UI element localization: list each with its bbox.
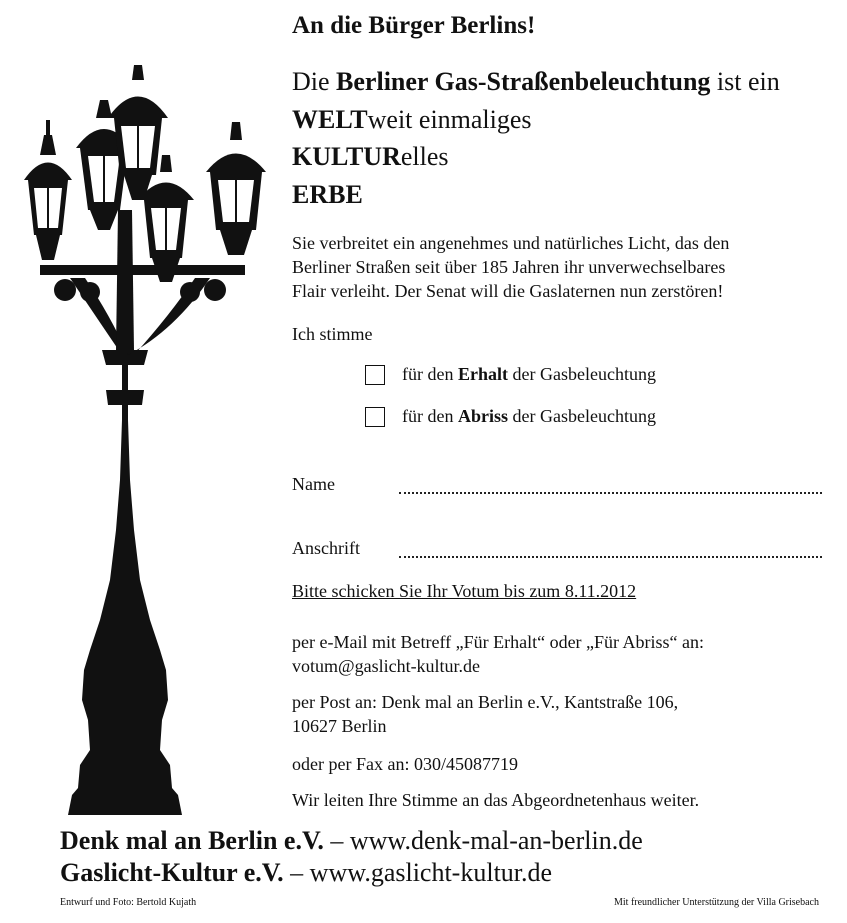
org-name: Gaslicht-Kultur e.V. xyxy=(60,858,284,887)
vote-prompt: Ich stimme xyxy=(292,324,373,344)
claim-line-1 xyxy=(292,66,780,97)
option-text: für den xyxy=(402,406,454,426)
post-line: per Post an: Denk mal an Berlin e.V., Kantstraße 106, xyxy=(292,692,679,712)
org-url[interactable]: – www.denk-mal-an-berlin.de xyxy=(323,826,643,855)
address-field[interactable] xyxy=(399,554,822,558)
claim-text: ist ein xyxy=(710,67,780,96)
claim-text: weit einmaliges xyxy=(367,105,532,134)
intro-paragraph xyxy=(292,231,729,303)
claim-line-4 xyxy=(292,179,363,210)
option-text: der Gasbeleuchtung xyxy=(512,364,656,384)
vote-option-erhalt[interactable] xyxy=(365,364,656,385)
claim-line-3 xyxy=(292,141,449,172)
vote-option-abriss[interactable] xyxy=(365,406,656,427)
option-text: der Gasbeleuchtung xyxy=(512,406,656,426)
claim-line-2 xyxy=(292,104,532,135)
deadline-note: Bitte schicken Sie Ihr Votum bis zum 8.11.2012 xyxy=(292,581,637,601)
address-label: Anschrift xyxy=(292,538,360,558)
post-instructions xyxy=(292,690,678,738)
option-bold-text: Abriss xyxy=(457,406,508,426)
checkbox-erhalt[interactable] xyxy=(365,365,385,385)
name-field[interactable] xyxy=(399,490,822,494)
credit-left: Entwurf und Foto: Bertold Kujath xyxy=(60,897,197,908)
name-label: Name xyxy=(292,474,335,494)
intro-line: Sie verbreitet ein angenehmes und natürliches Licht, das den xyxy=(292,233,730,253)
fax-instructions: oder per Fax an: 030/45087719 xyxy=(292,754,518,774)
footer-org-2 xyxy=(60,858,552,888)
claim-text: elles xyxy=(400,142,449,171)
claim-bold-text: Berliner Gas-Straßenbeleuchtung xyxy=(336,67,711,96)
intro-line: Berliner Straßen seit über 185 Jahren ihr unverwechselbares xyxy=(292,257,726,277)
footer-org-1 xyxy=(60,826,643,856)
org-url[interactable]: – www.gaslicht-kultur.de xyxy=(283,858,553,887)
gas-lamp-silhouette xyxy=(10,60,275,815)
email-instructions xyxy=(292,630,704,678)
intro-line: Flair verleiht. Der Senat will die Gaslaternen nun zerstören! xyxy=(292,281,724,301)
email-line: per e-Mail mit Betreff „Für Erhalt“ oder „Für Abriss“ an: xyxy=(292,632,705,652)
option-text: für den xyxy=(402,364,454,384)
claim-bold-text: KULTUR xyxy=(292,142,401,171)
claim-text: Die xyxy=(292,67,337,96)
org-name: Denk mal an Berlin e.V. xyxy=(60,826,324,855)
post-line: 10627 Berlin xyxy=(292,716,387,736)
claim-bold-text: ERBE xyxy=(292,180,363,209)
checkbox-abriss[interactable] xyxy=(365,407,385,427)
claim-bold-text: WELT xyxy=(292,105,368,134)
email-address[interactable]: votum@gaslicht-kultur.de xyxy=(292,656,481,676)
forward-note: Wir leiten Ihre Stimme an das Abgeordnetenhaus weiter. xyxy=(292,790,700,810)
credit-right: Mit freundlicher Unterstützung der Villa Grisebach xyxy=(614,897,819,908)
page-heading: An die Bürger Berlins! xyxy=(292,12,536,39)
option-bold-text: Erhalt xyxy=(457,364,508,384)
